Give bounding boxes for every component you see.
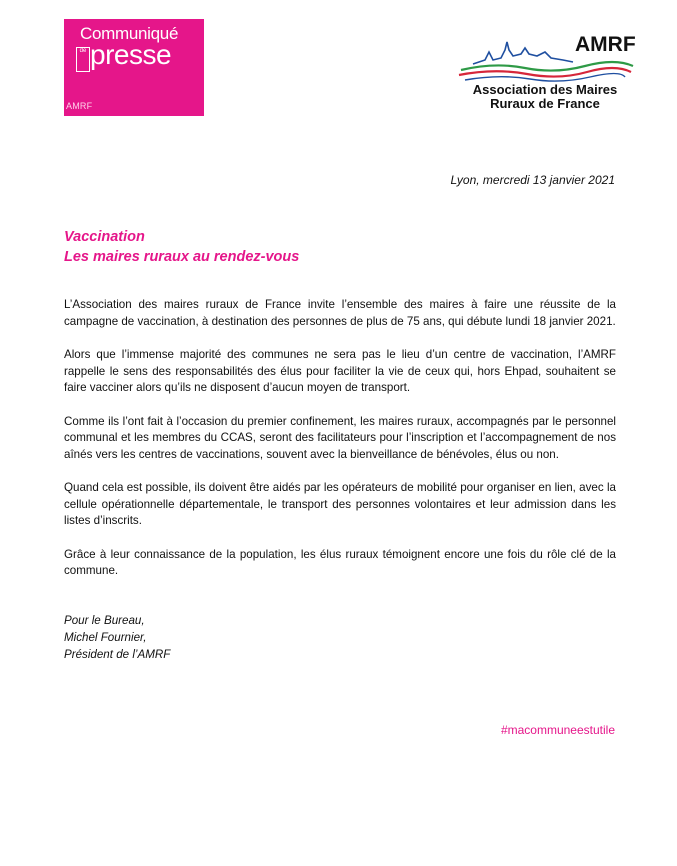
signature-line3: Président de l’AMRF bbox=[64, 648, 171, 661]
title-line2: Les maires ruraux au rendez-vous bbox=[64, 249, 300, 265]
logo-name-line1: Association des Maires bbox=[472, 82, 618, 97]
signature-line2: Michel Fournier, bbox=[64, 631, 147, 644]
press-badge-line1: Communiqué bbox=[80, 24, 179, 43]
dateline: Lyon, mercredi 13 janvier 2021 bbox=[450, 173, 615, 187]
paragraph: Grâce à leur connaissance de la population, les élus ruraux témoignent encore une fois du rôle clé de la commune. bbox=[64, 547, 616, 577]
paragraph: Alors que l’immense majorité des communes ne sera pas le lieu d’un centre de vaccination, l’AMRF rappelle le sens des responsabilités des élus pour faciliter la vie de ceux qui, hors Ehpad, souhaitent se faire vacciner alors qu’ils ne disposent d’aucun moyen de transport. bbox=[64, 348, 616, 394]
press-badge-line2: presse bbox=[90, 39, 172, 70]
press-release-badge bbox=[64, 19, 204, 116]
paragraph: Comme ils l’ont fait à l’occasion du premier confinement, les maires ruraux, accompagnés par le personnel communal et les membres du CCAS, seront des facilitateurs pour l’inscription et l’accompagnement de nos aînés vers les centres de vaccinations, souvent avec la bienveillance de bénévoles, élus ou non. bbox=[64, 414, 616, 461]
paragraph: Quand cela est possible, ils doivent être aidés par les opérateurs de mobilité pour organiser en lien, avec la cellule opérationnelle départementale, le transport des personnes volontaires et leur admission dans les listes d’inscrits. bbox=[64, 481, 616, 527]
title-line1: Vaccination bbox=[64, 229, 145, 245]
press-release-title bbox=[64, 227, 299, 267]
body-text bbox=[64, 297, 616, 597]
signature-block bbox=[64, 612, 170, 663]
press-badge-org: AMRF bbox=[66, 101, 93, 111]
hashtag: #macommuneestutile bbox=[500, 723, 615, 737]
amrf-logo bbox=[455, 22, 635, 117]
paragraph: L’Association des maires ruraux de France invite l’ensemble des maires à faire une réussite de la campagne de vaccination, à destination des personnes de plus de 75 ans, qui débute lundi 18 janvier 2021. bbox=[64, 298, 616, 328]
logo-abbreviation: AMRF bbox=[575, 33, 636, 56]
signature-line1: Pour le Bureau, bbox=[64, 614, 145, 627]
press-badge-de: de bbox=[76, 47, 90, 72]
logo-name-line2: Ruraux de France bbox=[490, 96, 600, 111]
